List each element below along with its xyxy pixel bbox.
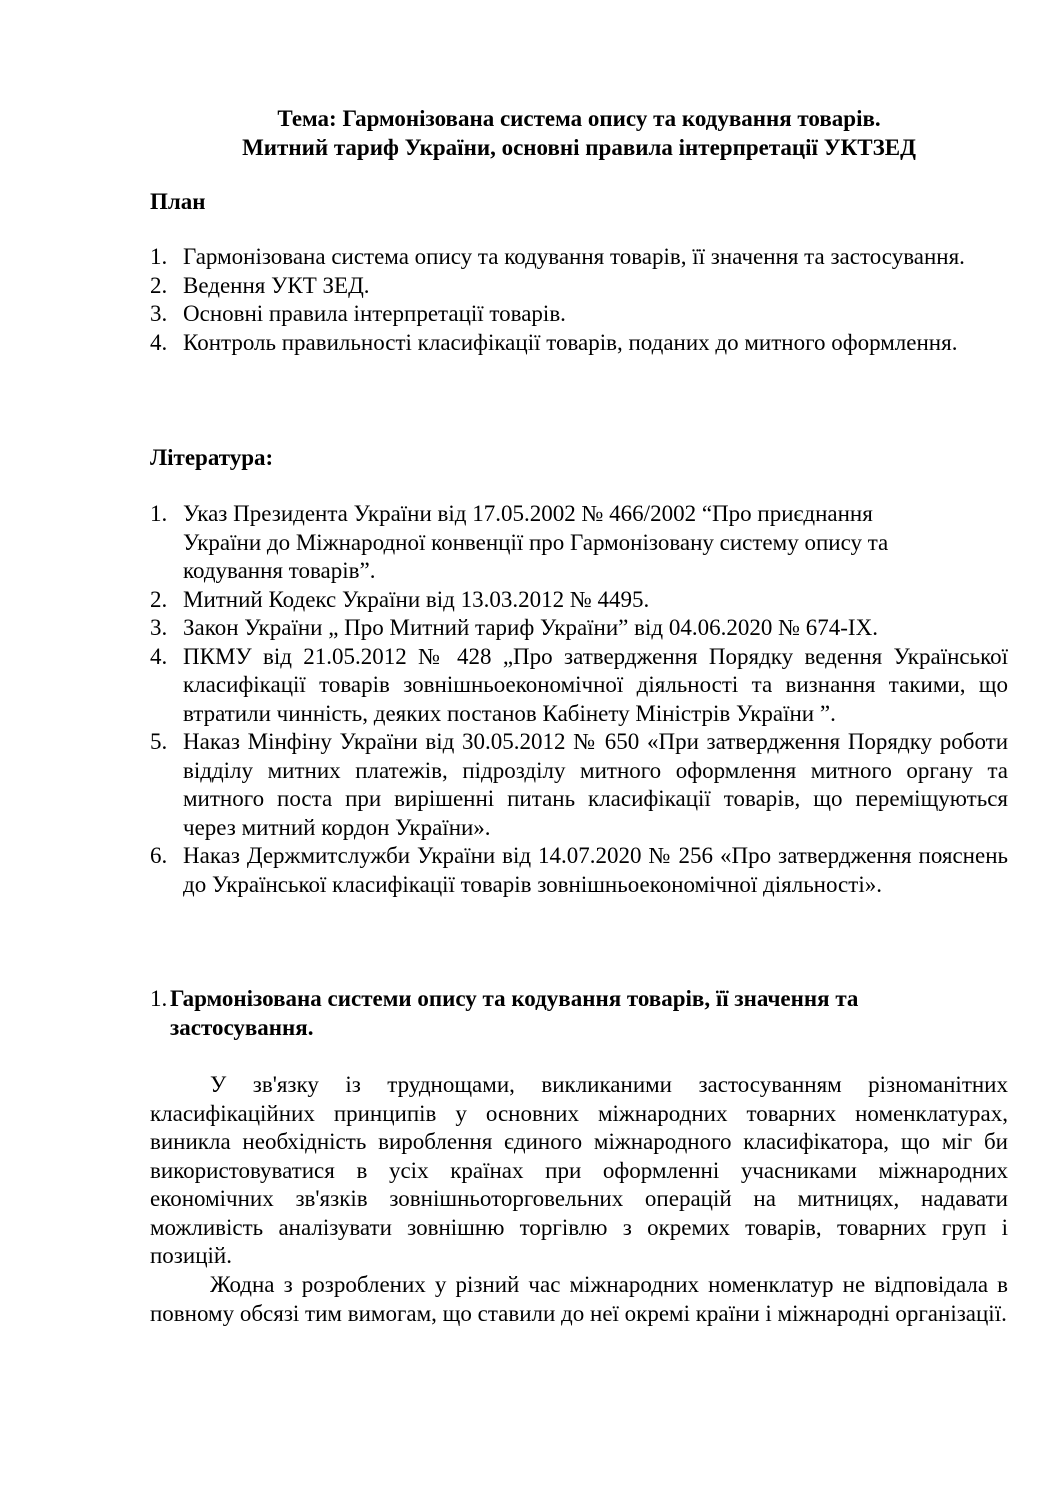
- literature-heading: Література:: [150, 445, 274, 470]
- literature-item-text: Указ Президента України від 17.05.2002 № 466/2002 “Про приєднання України до Міжнародної конвенції про Гармонізовану систему опису та кодування товарів”.: [183, 501, 889, 583]
- literature-item-text: ПКМУ від 21.05.2012 № 428 „Про затвердження Порядку ведення Української класифікації товарів зовнішньоекономічної діяльності та визнання такими, що втратили чинність, деяких постанов Кабінету Міністрів України ”.: [183, 643, 1008, 726]
- plan-heading: План: [150, 189, 206, 214]
- literature-item-number: 6.: [150, 843, 168, 868]
- plan-item-text: Контроль правильності класифікації товарів, поданих до митного оформлення.: [183, 329, 958, 355]
- literature-item: [150, 842, 1008, 899]
- plan-item-text: Ведення УКТ ЗЕД.: [183, 272, 370, 298]
- literature-item: [150, 728, 1008, 842]
- literature-item-number: 3.: [150, 615, 168, 640]
- plan-item-text: Основні правила інтерпретації товарів.: [183, 301, 566, 326]
- section-1-number: 1.: [150, 986, 168, 1011]
- title-line-1: Тема: Гармонізована система опису та кодування товарів.: [277, 106, 881, 131]
- literature-item-text: Наказ Держмитслужби України від 14.07.2020 № 256 «Про затвердження пояснень до Української класифікації товарів зовнішньоекономічної діяльності».: [183, 843, 1008, 897]
- literature-list: [150, 500, 1008, 899]
- literature-item-number: 5.: [150, 729, 168, 754]
- plan-item-text: Гармонізована система опису та кодування товарів, її значення та застосування.: [183, 244, 965, 269]
- literature-item-number: 4.: [150, 643, 168, 669]
- plan-item-number: 2.: [150, 272, 168, 298]
- body-paragraph: У зв'язку із труднощами, викликаними застосуванням різноманітних класифікаційних принципів у основних міжнародних товарних номенклатурах, виникла необхідність вироблення єдиного міжнародного класифікатора, що міг би використовуватися в усіх країнах при оформленні учасниками міжнародних економічних зв'язків зовнішньоторговельних операцій на митницях, надавати можливість аналізувати зовнішню торгівлю з окремих товарів, товарних груп і позицій.: [150, 1072, 1008, 1268]
- section-1-heading: [150, 985, 1008, 1042]
- literature-item: [150, 586, 1008, 615]
- title-line-2: Митний тариф України, основні правила інтерпретації УКТЗЕД: [242, 135, 916, 160]
- literature-item-number: 2.: [150, 586, 168, 612]
- plan-item-number: 3.: [150, 301, 168, 326]
- literature-item-text: Закон України „ Про Митний тариф України” від 04.06.2020 № 674-IX.: [183, 615, 878, 640]
- literature-item: [150, 614, 1008, 643]
- literature-item-number: 1.: [150, 501, 168, 526]
- plan-item: [150, 329, 1008, 358]
- literature-item: [150, 643, 1008, 729]
- literature-item-text: Наказ Мінфіну України від 30.05.2012 № 650 «При затвердження Порядку роботи відділу митних платежів, підрозділу митного оформлення митного органу та митного поста при вирішенні питань класифікації товарів, що переміщуються через митний кордон України».: [183, 729, 1008, 840]
- section-1-title: Гармонізована системи опису та кодування товарів, її значення та застосування.: [170, 986, 859, 1040]
- plan-item-number: 1.: [150, 244, 168, 269]
- document-title: [150, 104, 1008, 162]
- plan-item: [150, 243, 1008, 272]
- body-paragraph: Жодна з розроблених у різний час міжнародних номенклатур не відповідала в повному обсязі тим вимогам, що ставили до неї окремі країни і міжнародні організації.: [150, 1272, 1008, 1326]
- plan-item-number: 4.: [150, 329, 168, 355]
- literature-item-text: Митний Кодекс України від 13.03.2012 № 4495.: [183, 586, 650, 612]
- literature-item: [150, 500, 1008, 586]
- plan-item: [150, 272, 1008, 301]
- plan-list: [150, 243, 1008, 357]
- plan-item: [150, 300, 1008, 329]
